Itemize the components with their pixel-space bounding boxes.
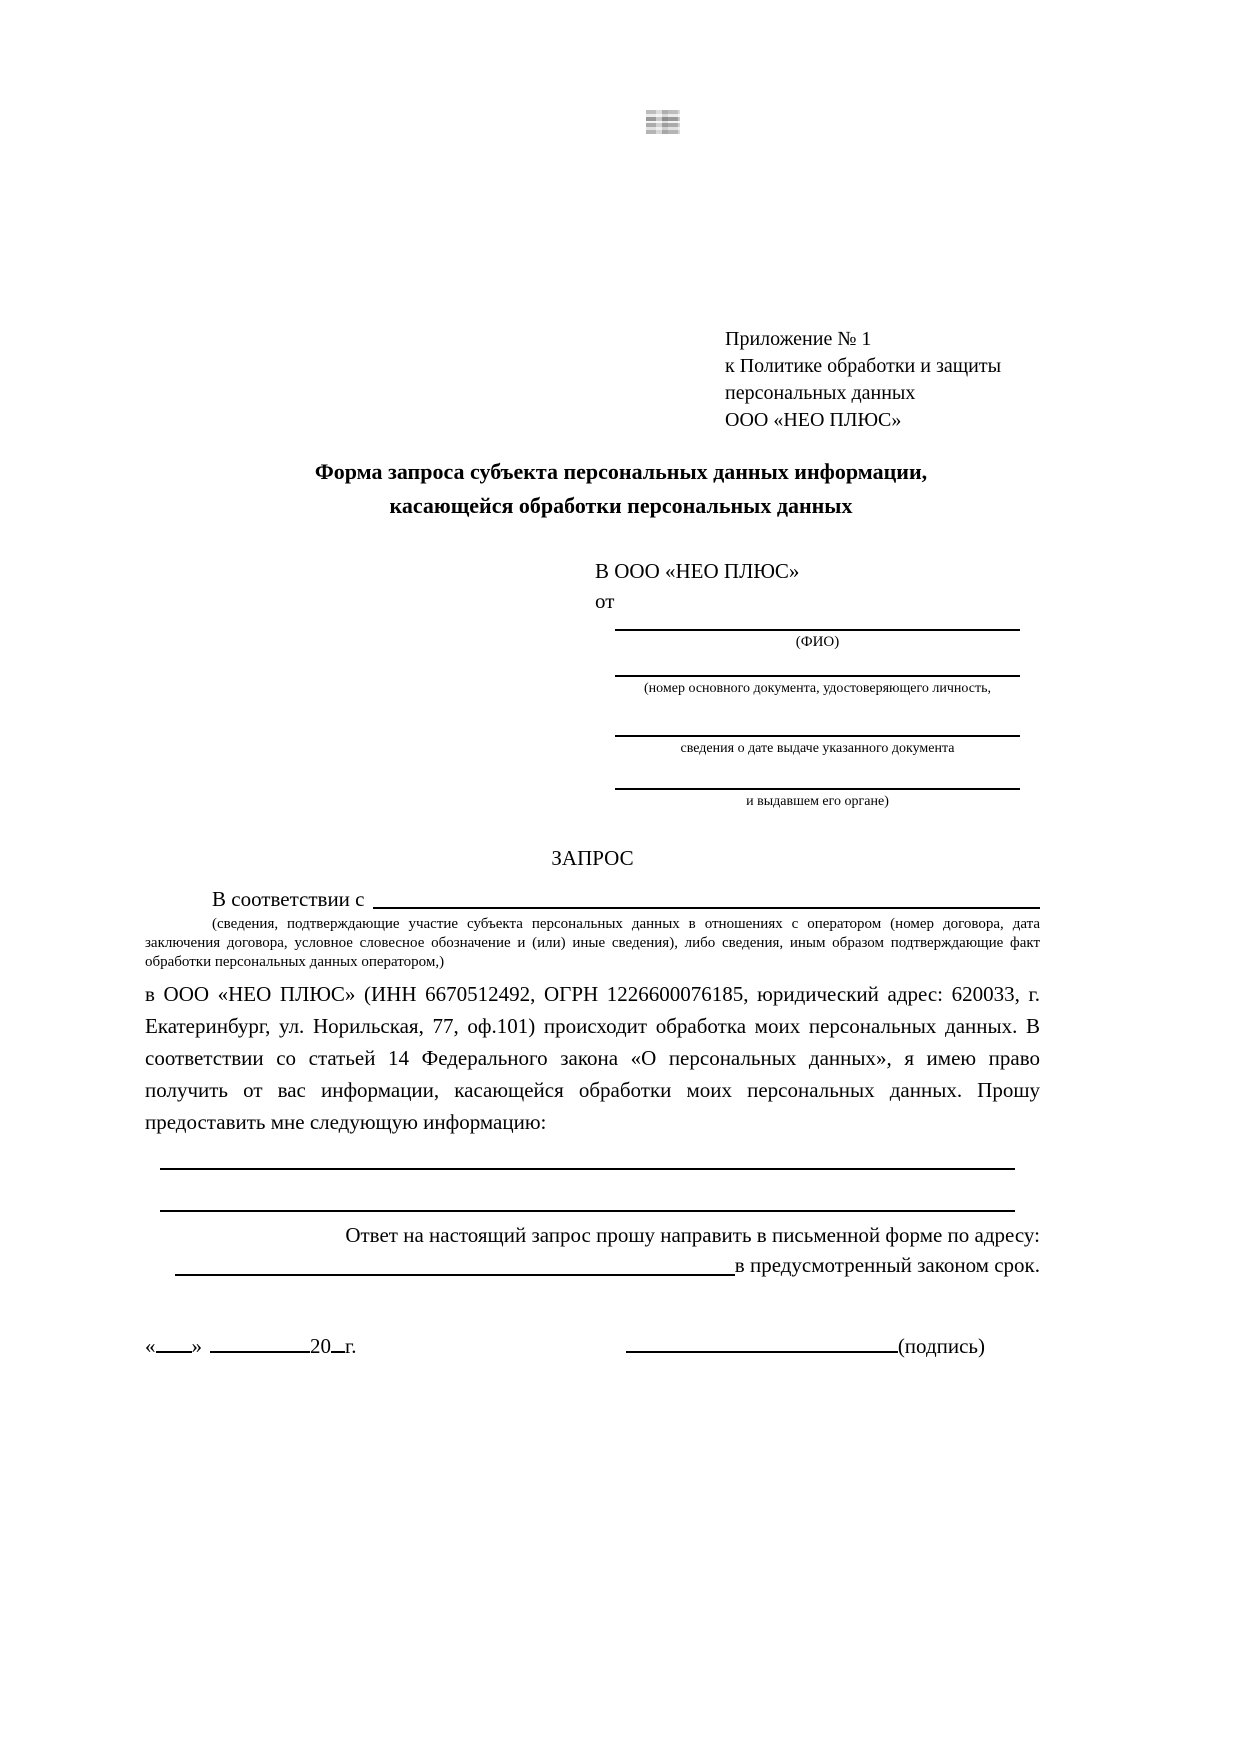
- address-field-line: [175, 1274, 735, 1276]
- appendix-line: Приложение № 1: [725, 328, 872, 350]
- signature-row: [145, 1332, 1040, 1360]
- info-field-line-1: [160, 1168, 1015, 1170]
- info-field-line-2: [160, 1210, 1015, 1212]
- date-quote-close: »: [191, 1334, 202, 1358]
- title-line-2: касающейся обработки персональных данных: [389, 493, 853, 518]
- document-issue-date-field: [615, 735, 1020, 757]
- fio-field-caption: (ФИО): [795, 634, 840, 650]
- reply-instruction: Ответ на настоящий запрос прошу направить в письменной форме по адресу:: [345, 1223, 1040, 1247]
- appendix-block: [725, 326, 1001, 434]
- addressee-to: В ООО «НЕО ПЛЮС»: [595, 559, 800, 583]
- reply-suffix: в предусмотренный законом срок.: [734, 1253, 1040, 1277]
- basis-field-line: [373, 907, 1041, 909]
- addressee-from: от: [595, 589, 615, 613]
- date-month-line: [210, 1336, 310, 1353]
- title-line-1: Форма запроса субъекта персональных данных информации,: [314, 459, 928, 484]
- date-quote-open: «: [145, 1334, 156, 1358]
- document-number-field: [615, 675, 1020, 697]
- addressee-fields: [615, 629, 1020, 810]
- date-year-suffix: г.: [345, 1334, 357, 1358]
- date-day-line: [156, 1336, 192, 1353]
- signature-caption: (подпись): [897, 1334, 985, 1358]
- appendix-line: к Политике обработки и защиты: [725, 355, 1002, 377]
- document-issuer-field-caption: и выдавшем его органе): [746, 794, 889, 809]
- date-year-prefix: 20: [310, 1334, 331, 1358]
- request-intro-prefix: В соответствии с: [212, 887, 365, 911]
- image-placeholder-icon: [646, 110, 680, 134]
- document-issuer-field: [615, 788, 1020, 810]
- date-field: [145, 1332, 357, 1360]
- request-body: в ООО «НЕО ПЛЮС» (ИНН 6670512492, ОГРН 1226600076185, юридический адрес: 620033, г. Екатеринбург, ул. Норильская, 77, оф.101) происходит обработка моих персональных данных. В соответствии со статьей 14 Федерального закона «О персональных данных», я имею право получить от вас информации, касающейся обработки моих персональных данных. Прошу предоставить мне следующую информацию:: [145, 982, 1040, 1134]
- document-issue-date-field-caption: сведения о дате выдаче указанного документа: [680, 741, 955, 756]
- appendix-line: ООО «НЕО ПЛЮС»: [725, 409, 902, 431]
- request-intro-row: [145, 885, 1040, 913]
- intro-footnote: (сведения, подтверждающие участие субъекта персональных данных в отношениях с оператором (номер договора, дата заключения договора, условное словесное обозначение и (или) иные сведения), либо сведения, иным образом подтверждающие факт обработки персональных данных оператором,): [145, 916, 1040, 970]
- fio-field: [615, 629, 1020, 651]
- document-number-field-caption: (номер основного документа, удостоверяющего личность,: [644, 681, 991, 696]
- appendix-line: персональных данных: [725, 382, 916, 404]
- reply-address-row: [145, 1250, 1040, 1280]
- date-year-line: [331, 1336, 345, 1353]
- signature-field: [626, 1332, 985, 1360]
- request-heading: ЗАПРОС: [551, 846, 634, 870]
- signature-line: [626, 1336, 898, 1353]
- document-title: [0, 455, 1242, 523]
- addressee-block: [595, 558, 1025, 810]
- request-section: [145, 845, 1040, 1360]
